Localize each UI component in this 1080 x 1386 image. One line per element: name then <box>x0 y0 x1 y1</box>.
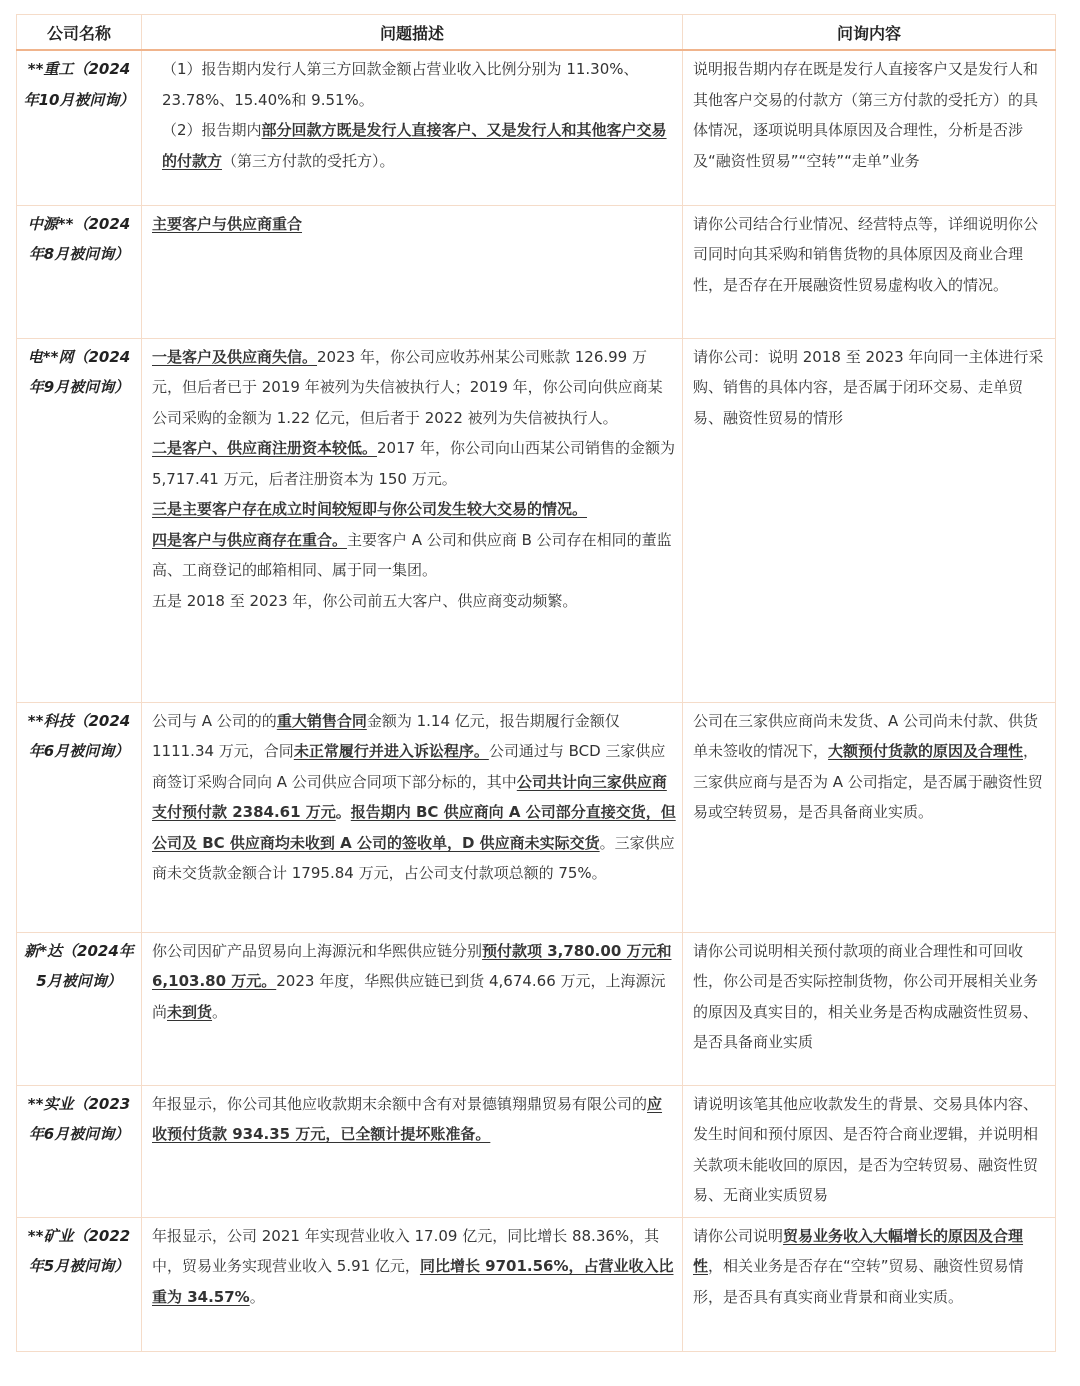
inquiry-content: 请你公司结合行业情况、经营特点等，详细说明你公司同时向其采购和销售货物的具体原因及商业合理性，是否存在开展融资性贸易虚构收入的情况。 <box>683 205 1056 338</box>
table-row <box>17 1217 1056 1351</box>
header-inquiry: 问询内容 <box>683 15 1056 51</box>
inquiry-content: 请你公司说明贸易业务收入大幅增长的原因及合理性，相关业务是否存在“空转”贸易、融资性贸易情形，是否具有真实商业背景和商业实质。 <box>683 1217 1056 1351</box>
inquiry-content: 请说明该笔其他应收款发生的背景、交易具体内容、发生时间和预付原因、是否符合商业逻辑，并说明相关款项未能收回的原因，是否为空转贸易、融资性贸易、无商业实质贸易 <box>683 1085 1056 1217</box>
company-name: 电**网（2024年9月被问询） <box>17 338 142 702</box>
inquiry-content: 公司在三家供应商尚未发货、A 公司尚未付款、供货单未签收的情况下，大额预付货款的原因及合理性，三家供应商与是否为 A 公司指定，是否属于融资性贸易或空转贸易，是否具备商业实质。 <box>683 702 1056 932</box>
table-row <box>17 205 1056 338</box>
table-row <box>17 932 1056 1085</box>
header-description: 问题描述 <box>142 15 683 51</box>
table-row <box>17 338 1056 702</box>
inquiry-content: 请你公司说明相关预付款项的商业合理性和可回收性，你公司是否实际控制货物，你公司开展相关业务的原因及真实目的，相关业务是否构成融资性贸易、是否具备商业实质 <box>683 932 1056 1085</box>
company-name: **实业（2023年6月被问询） <box>17 1085 142 1217</box>
header-company: 公司名称 <box>17 15 142 51</box>
company-name: **科技（2024年6月被问询） <box>17 702 142 932</box>
problem-description: 公司与 A 公司的的重大销售合同金额为 1.14 亿元，报告期履行金额仅 1111.34 万元，合同未正常履行并进入诉讼程序。公司通过与 BCD 三家供应商签订采购合同向 A 公司供应合同项下部分标的，其中公司共计向三家供应商支付预付款 2384.61 万元。报告期内 BC 供应商向 A 公司部分直接交货，但公司及 BC 供应商均未收到 A 公司的签收单，D 供应商未实际交货。三家供应商未交货款金额合计 1795.84 万元，占公司支付款项总额的 75%。 <box>142 702 683 932</box>
problem-description: 一是客户及供应商失信。2023 年，你公司应收苏州某公司账款 126.99 万元，但后者已于 2019 年被列为失信被执行人；2019 年，你公司向供应商某公司采购的金额为 1.22 亿元，但后者于 2022 被列为失信被执行人。 二是客户、供应商注册资本较低。2017 年，你公司向山西某公司销售的金额为 5,717.41 万元，后者注册资本为 150 万元。 三是主要客户存在成立时间较短即与你公司发生较大交易的情况。 四是客户与供应商存在重合。主要客户 A 公司和供应商 B 公司存在相同的董监高、工商登记的邮箱相同、属于同一集团。 五是 2018 至 2023 年，你公司前五大客户、供应商变动频繁。 <box>142 338 683 702</box>
table-row <box>17 1085 1056 1217</box>
table-row <box>17 50 1056 205</box>
company-name: 新*达（2024年5月被问询） <box>17 932 142 1085</box>
table-row <box>17 702 1056 932</box>
company-name: **矿业（2022年5月被问询） <box>17 1217 142 1351</box>
problem-description: 主要客户与供应商重合 <box>142 205 683 338</box>
problem-description: 年报显示，公司 2021 年实现营业收入 17.09 亿元，同比增长 88.36%，其中，贸易业务实现营业收入 5.91 亿元，同比增长 9701.56%，占营业收入比重为 34.57%。 <box>142 1217 683 1351</box>
inquiry-table <box>16 14 1056 1352</box>
problem-description: 你公司因矿产品贸易向上海源沅和华熙供应链分别预付款项 3,780.00 万元和 6,103.80 万元。2023 年度，华熙供应链已到货 4,674.66 万元，上海源沅尚未到货。 <box>142 932 683 1085</box>
header-row <box>17 15 1056 51</box>
company-name: **重工（2024年10月被问询） <box>17 50 142 205</box>
problem-description: 年报显示，你公司其他应收款期末余额中含有对景德镇翔鼎贸易有限公司的应收预付货款 934.35 万元，已全额计提坏账准备。 <box>142 1085 683 1217</box>
inquiry-content: 说明报告期内存在既是发行人直接客户又是发行人和其他客户交易的付款方（第三方付款的受托方）的具体情况，逐项说明具体原因及合理性，分析是否涉及“融资性贸易”“空转”“走单”业务 <box>683 50 1056 205</box>
inquiry-content: 请你公司：说明 2018 至 2023 年向同一主体进行采购、销售的具体内容，是否属于闭环交易、走单贸易、融资性贸易的情形 <box>683 338 1056 702</box>
problem-description: （1）报告期内发行人第三方回款金额占营业收入比例分别为 11.30%、23.78%、15.40%和 9.51%。 （2）报告期内部分回款方既是发行人直接客户、又是发行人和其他客户交易的付款方（第三方付款的受托方）。 <box>142 50 683 205</box>
company-name: 中源**（2024年8月被问询） <box>17 205 142 338</box>
